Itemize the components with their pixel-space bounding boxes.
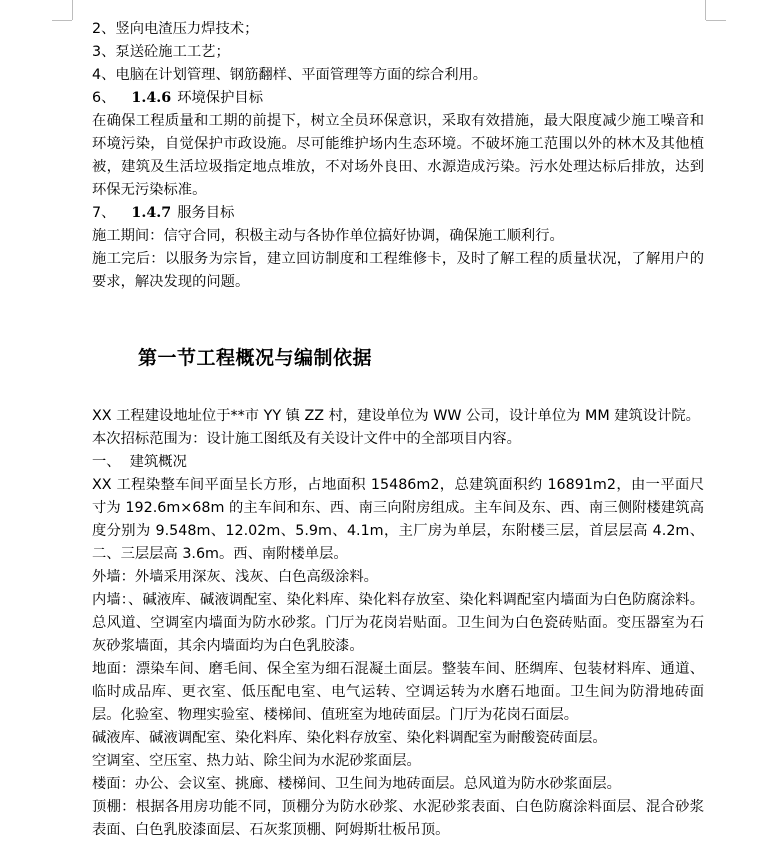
section-prefix: 6、: [92, 90, 116, 106]
paragraph-building: XX 工程染整车间平面呈长方形，占地面积 15486m2，总建筑面积约 16891m2，由一平面尺寸为 192.6m×68m 的主车间和东、西、南三向附房组成。主车间及东、西、南三侧附楼建筑高度分别为 9.548m、12.02m、5.9m、4.1m，主厂房为单层，东附楼三层，首层层高 4.2m、二、三层层高 3.6m。西、南附楼单层。: [92, 477, 704, 562]
section-number: 1.4.7: [131, 205, 172, 221]
paragraph-scope: 本次招标范围为：设计施工图纸及有关设计文件中的全部项目内容。: [92, 431, 521, 447]
section-heading-1-4-7: [92, 202, 704, 225]
list-item: 3、泵送砼施工工艺；: [92, 44, 230, 60]
section-number: 1.4.6: [131, 90, 172, 106]
paragraph-floor: 地面：漂染车间、磨毛间、保全室为细石混凝土面层。整装车间、胚绸库、包装材料库、通道、临时成品库、更衣室、低压配电室、电气运转、空调运转为水磨石地面。卫生间为防滑地砖面层。化验室、物理实验室、楼梯间、值班室为地砖面层。门厅为花岗石面层。: [92, 661, 704, 723]
paragraph-ceiling: 顶棚：根据各用房功能不同，顶棚分为防水砂浆、水泥砂浆表面、白色防腐涂料面层、混合砂浆表面、白色乳胶漆面层、石灰浆顶棚、阿姆斯壮板吊顶。: [92, 799, 704, 838]
section-prefix: 7、: [92, 205, 116, 221]
chapter-heading: 第一节工程概况与编制依据: [138, 347, 373, 369]
paragraph-service-after: 施工完后：以服务为宗旨，建立回访制度和工程维修卡，及时了解工程的质量状况，了解用户的要求，解决发现的问题。: [92, 251, 704, 290]
paragraph-exterior-wall: 外墙：外墙采用深灰、浅灰、白色高级涂料。: [92, 569, 378, 585]
sub-heading-building-overview: 一、 建筑概况: [92, 454, 187, 470]
paragraph-intro: XX 工程建设地址位于**市 YY 镇 ZZ 村，建设单位为 WW 公司，设计单位为 MM 建筑设计院。: [92, 408, 700, 424]
section-heading-1-4-6: [92, 87, 704, 110]
document-body: [92, 18, 704, 842]
list-item: 2、竖向电渣压力焊技术；: [92, 21, 259, 37]
list-item: 4、电脑在计划管理、钢筋翻样、平面管理等方面的综合利用。: [92, 67, 488, 83]
paragraph-interior-wall: 内墙：、碱液库、碱液调配室、染化料库、染化料存放室、染化料调配室内墙面为白色防腐涂料。总风道、空调室内墙面为防水砂浆。门厅为花岗岩贴面。卫生间为白色瓷砖贴面。变压器室为石灰砂浆墙面，其余内墙面均为白色乳胶漆。: [92, 592, 704, 654]
crop-mark-top-right-vertical: [705, 0, 706, 20]
crop-mark-top-left-horizontal: [52, 20, 72, 21]
paragraph-floor-cement: 空调室、空压室、热力站、除尘间为水泥砂浆面层。: [92, 753, 421, 769]
paragraph-environment: 在确保工程质量和工期的前提下，树立全员环保意识，采取有效措施，最大限度减少施工噪音和环境污染，自觉保护市政设施。尽可能维护场内生态环境。不破坏施工范围以外的林木及其他植被，建筑及生活垃圾指定地点堆放，不对场外良田、水源造成污染。污水处理达标后排放，达到环保无污染标准。: [92, 113, 704, 198]
crop-mark-top-left-vertical: [72, 0, 73, 20]
crop-mark-top-right-horizontal: [706, 20, 726, 21]
paragraph-service-during: 施工期间：信守合同，积极主动与各协作单位搞好协调，确保施工顺利行。: [92, 228, 564, 244]
paragraph-upper-floor: 楼面：办公、会议室、挑廊、楼梯间、卫生间为地砖面层。总风道为防水砂浆面层。: [92, 776, 621, 792]
section-title: 服务目标: [177, 205, 235, 221]
section-title: 环境保护目标: [177, 90, 263, 106]
paragraph-floor-acid: 碱液库、碱液调配室、染化料库、染化料存放室、染化料调配室为耐酸瓷砖面层。: [92, 730, 607, 746]
